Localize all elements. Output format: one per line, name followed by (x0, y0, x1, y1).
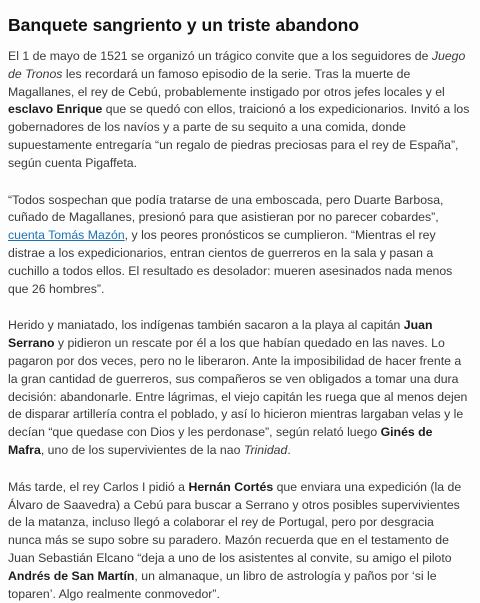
bold-gines-de-mafra: Ginés de Mafra (8, 425, 433, 457)
paragraph-serrano: Herido y maniatado, los indígenas también sacaron a la playa al capitán Juan Serrano y pidieron un rescate por él a los que habían quedado en las naves. Lo pagaron por dos veces, pero no le liberaron. Ante la imposibilidad de hacer frente a la gran cantidad de guerreros, sus compañeros se ven obligados a tomar una dura decisión: abandonarle. Entre lágrimas, el viejo capitán les ruega que al menos dejen de disparar artillería contra el poblado, y así lo hicieron mientras largaban velas y le decían “que quedase con Dios y les perdonase”, según relató luego Ginés de Mafra, uno de los supervivientes de la nao Trinidad. (8, 318, 468, 457)
bold-andres-de-san-martin: Andrés de San Martín (8, 568, 135, 583)
paragraph-ambush: “Todos sospechan que podía tratarse de una emboscada, pero Duarte Barbosa, cuñado de Magallanes, presionó para que asistieran por no parecer cobardes”, cuenta Tomás Mazón, y los peores pronósticos se cumplieron. “Mientras el rey distrae a los expedicionarios, entran cientos de guerreros en la sala y pasan a cuchillo a todos ellos. El resultado es desolador: mueren asesinados nada menos que 26 hombres”. (8, 192, 453, 296)
bold-esclavo-enrique: esclavo Enrique (8, 102, 103, 117)
bold-hernan-cortes: Hernán Cortés (188, 479, 274, 494)
paragraph-banquet: El 1 de mayo de 1521 se organizó un trágico convite que a los seguidores de Juego de Tronos les recordará un famoso episodio de la serie. Tras la muerte de Magallanes, el rey de Cebú, probablemente instigado por otros jefes locales y el esclavo Enrique que se quedó con ellos, traicionó a los expedicionarios. Invitó a los gobernadores de los navíos y a parte de su sequito a una comida, donde supuestamente entregaría “un regalo de piedras preciosas para el rey de España”, según cuenta Pigaffeta. (8, 49, 470, 170)
series-title: Juego de Tronos (8, 49, 466, 81)
bold-juan-serrano: Juan Serrano (8, 318, 433, 351)
section-heading: Banquete sangriento y un triste abandono (8, 15, 360, 35)
paragraph-aftermath: Más tarde, el rey Carlos I pidió a Hernán Cortés que enviara una expedición (la de Álvaro de Saavedra) a Cebú para buscar a Serrano y otros posibles supervivientes de la matanza, incluso llegó a colaborar el rey de Portugal, pero por desgracia nunca más se supo sobre su paradero. Mazón recuerda que en el testamento de Juan Sebastián Elcano “deja a uno de los asistentes al convite, su amigo el piloto Andrés de San Martín, un almanaque, un libro de astrología y paños por ‘si le toparen’. Algo realmente conmovedor”. (8, 479, 462, 601)
link-tomas-mazon[interactable]: cuenta Tomás Mazón (8, 228, 125, 243)
ship-name-trinidad: Trinidad (243, 442, 288, 457)
